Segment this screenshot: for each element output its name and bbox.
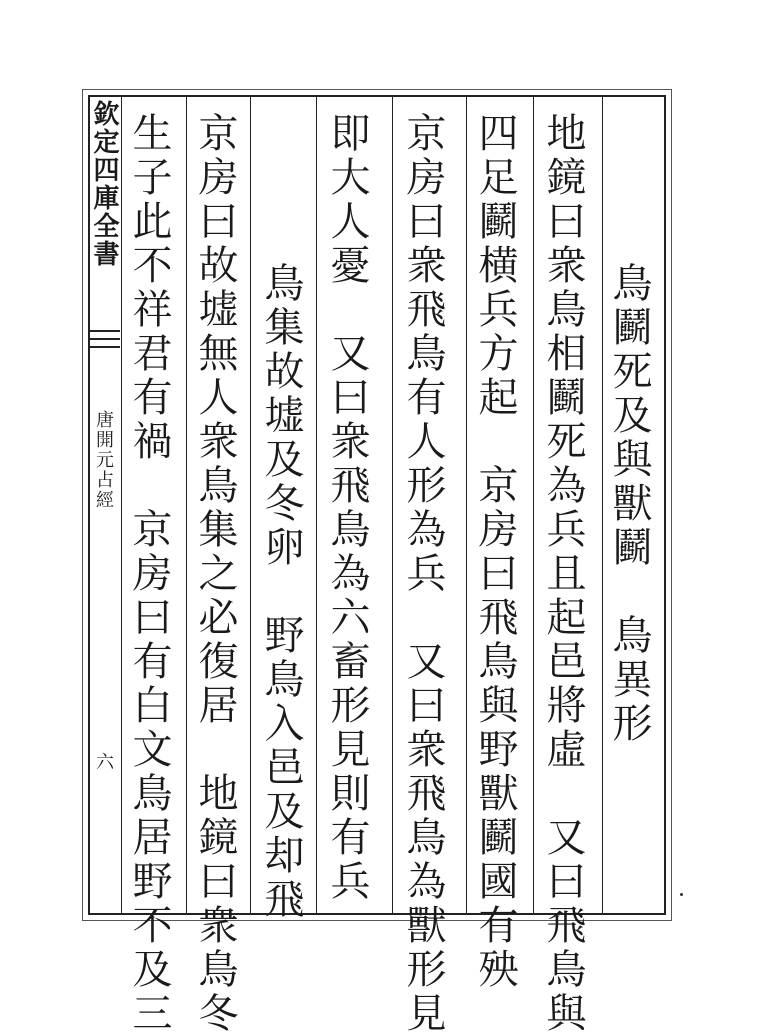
book-title: 唐開元占經: [93, 410, 114, 510]
text-column-5: 即大人憂 又曰衆飛鳥為六畜形見則有兵: [324, 112, 370, 904]
column-rule: [186, 97, 187, 913]
collection-title: 欽定四庫全書: [89, 100, 119, 268]
column-rule: [392, 97, 393, 913]
text-column-6: 鳥集故墟及冬卵 野鳥入邑及却飛: [258, 262, 304, 922]
column-rule: [602, 97, 603, 913]
column-rule: [533, 97, 534, 913]
text-column-1: 鳥鬬死及與獸鬬 鳥異形: [606, 262, 652, 746]
column-rule: [250, 97, 251, 913]
column-rule: [466, 97, 467, 913]
ink-speck: [680, 893, 683, 896]
fishtail-mark: [90, 330, 120, 348]
text-column-8: 生子此不祥君有禍 京房曰有白文鳥居野不及三: [126, 112, 172, 1036]
text-column-3: 四足鬬横兵方起 京房曰飛鳥與野獸鬬國有殃: [472, 112, 518, 992]
text-column-2: 地鏡曰衆鳥相鬬死為兵且起邑將虛 又曰飛鳥與: [540, 112, 586, 1036]
text-column-7: 京房曰故墟無人衆鳥集之必復居 地鏡曰衆鳥冬: [192, 112, 238, 1036]
page-number: 六: [93, 752, 114, 770]
column-rule: [316, 97, 317, 913]
text-column-4: 京房曰衆飛鳥有人形為兵 又曰衆飛鳥為獸形見: [400, 112, 446, 1036]
